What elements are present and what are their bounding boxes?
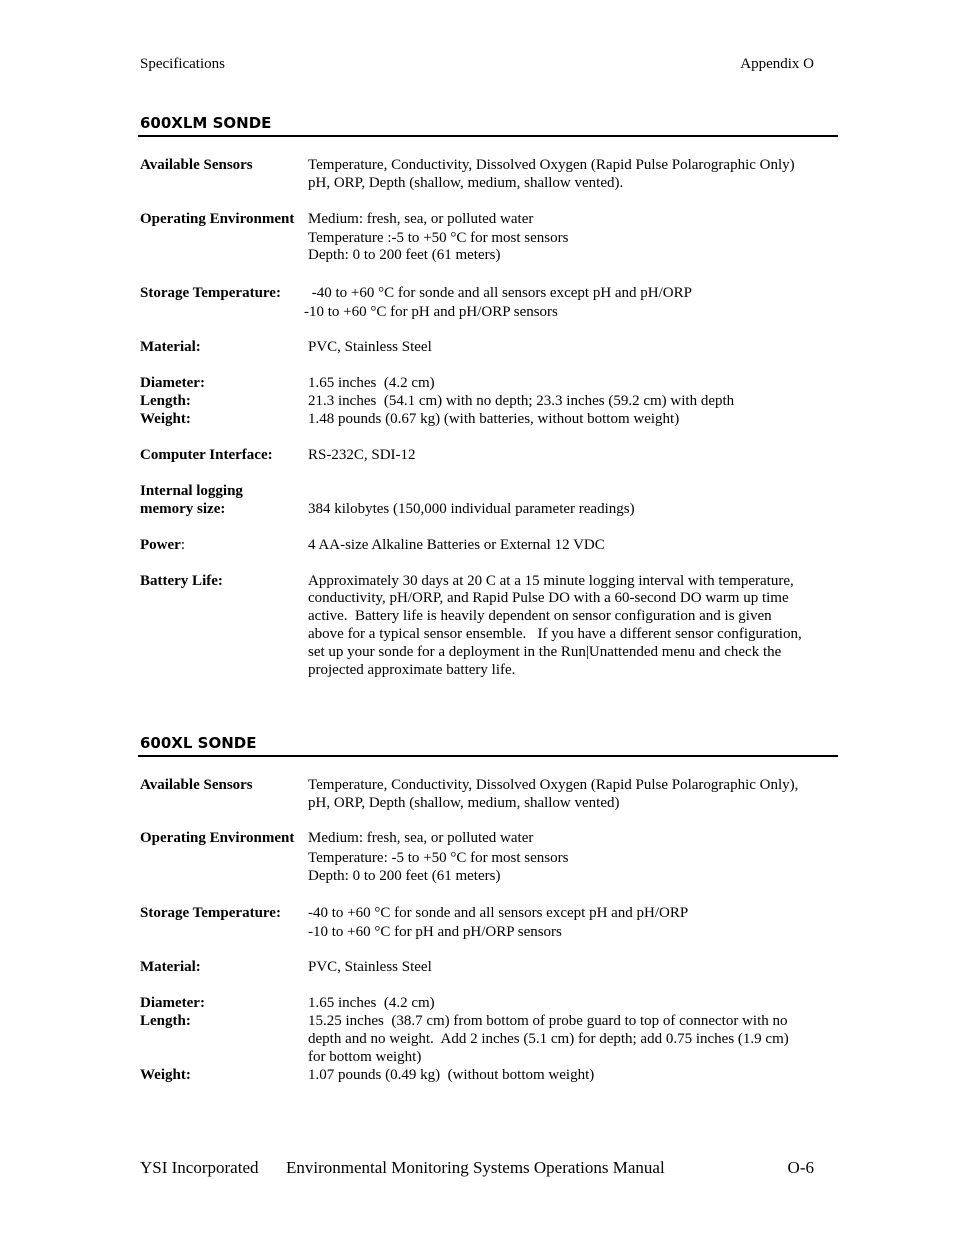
spec-value-line: RS-232C, SDI-12 bbox=[308, 447, 416, 463]
spec-value-line: pH, ORP, Depth (shallow, medium, shallow vented). bbox=[308, 175, 624, 191]
header-right: Appendix O bbox=[740, 56, 814, 72]
spec-value-line: active. Battery life is heavily dependent on sensor configuration and is given bbox=[308, 608, 772, 624]
spec-label: Material: bbox=[140, 959, 201, 975]
spec-label: Battery Life: bbox=[140, 573, 223, 589]
spec-value-line: PVC, Stainless Steel bbox=[308, 959, 432, 975]
spec-label bbox=[140, 536, 185, 554]
spec-value-line: 1.65 inches (4.2 cm) bbox=[308, 995, 435, 1011]
spec-value-line: set up your sonde for a deployment in the Run|Unattended menu and check the bbox=[308, 644, 782, 660]
spec-value-line: 1.65 inches (4.2 cm) bbox=[308, 375, 435, 391]
spec-label: Operating Environment bbox=[140, 211, 295, 227]
spec-value-line: Temperature, Conductivity, Dissolved Oxygen (Rapid Pulse Polarographic Only), bbox=[308, 777, 799, 793]
spec-label: Length: bbox=[140, 1013, 191, 1029]
spec-value-line: Medium: fresh, sea, or polluted water bbox=[308, 830, 534, 846]
spec-label: Internal logging bbox=[140, 483, 243, 499]
footer-manual-title: Environmental Monitoring Systems Operations Manual bbox=[286, 1158, 665, 1177]
spec-label: Weight: bbox=[140, 411, 191, 427]
spec-value-line: projected approximate battery life. bbox=[308, 662, 516, 678]
spec-label-colon: : bbox=[180, 537, 185, 553]
spec-label-text: Power bbox=[140, 537, 181, 553]
spec-value-line: pH, ORP, Depth (shallow, medium, shallow vented) bbox=[308, 795, 620, 811]
section-rule bbox=[138, 135, 838, 137]
spec-label: Available Sensors bbox=[140, 157, 253, 173]
spec-value-line: Depth: 0 to 200 feet (61 meters) bbox=[308, 868, 501, 884]
spec-label: Length: bbox=[140, 393, 191, 409]
spec-label: Storage Temperature: bbox=[140, 285, 281, 301]
spec-label: Material: bbox=[140, 339, 201, 355]
spec-value-line: -40 to +60 °C for sonde and all sensors except pH and pH/ORP bbox=[308, 285, 692, 301]
spec-value-line: 384 kilobytes (150,000 individual parameter readings) bbox=[308, 501, 635, 517]
header-left: Specifications bbox=[140, 56, 225, 72]
spec-value-line: -40 to +60 °C for sonde and all sensors except pH and pH/ORP bbox=[308, 905, 689, 921]
spec-label: Diameter: bbox=[140, 375, 205, 391]
spec-label: Weight: bbox=[140, 1067, 191, 1083]
spec-label: Computer Interface: bbox=[140, 447, 273, 463]
footer-company: YSI Incorporated bbox=[140, 1158, 259, 1177]
spec-value-line: 1.48 pounds (0.67 kg) (with batteries, without bottom weight) bbox=[308, 411, 680, 427]
spec-value-line: Depth: 0 to 200 feet (61 meters) bbox=[308, 247, 501, 263]
spec-value-line: 1.07 pounds (0.49 kg) (without bottom weight) bbox=[308, 1067, 595, 1083]
spec-value-line: Approximately 30 days at 20 C at a 15 minute logging interval with temperature, bbox=[308, 573, 794, 589]
spec-value-line: Medium: fresh, sea, or polluted water bbox=[308, 211, 534, 227]
spec-value-line: Temperature, Conductivity, Dissolved Oxygen (Rapid Pulse Polarographic Only) bbox=[308, 157, 795, 173]
spec-value-line: PVC, Stainless Steel bbox=[308, 339, 432, 355]
spec-value-line: above for a typical sensor ensemble. If you have a different sensor configuration, bbox=[308, 626, 802, 642]
spec-value-line: Temperature :-5 to +50 °C for most sensors bbox=[308, 230, 569, 246]
spec-value-line: conductivity, pH/ORP, and Rapid Pulse DO with a 60-second DO warm up time bbox=[308, 590, 789, 606]
spec-value-line: 4 AA-size Alkaline Batteries or External 12 VDC bbox=[308, 537, 605, 553]
spec-label: Available Sensors bbox=[140, 777, 253, 793]
spec-value-line: Temperature: -5 to +50 °C for most sensors bbox=[308, 850, 569, 866]
section-title-600xlm: 600XLM SONDE bbox=[140, 114, 272, 132]
section-title-600xl: 600XL SONDE bbox=[140, 734, 257, 752]
spec-label: memory size: bbox=[140, 501, 226, 517]
spec-value-line: -10 to +60 °C for pH and pH/ORP sensors bbox=[304, 304, 558, 320]
spec-label: Operating Environment bbox=[140, 830, 295, 846]
section-rule bbox=[138, 755, 838, 757]
spec-value-line: 21.3 inches (54.1 cm) with no depth; 23.3 inches (59.2 cm) with depth bbox=[308, 393, 735, 409]
spec-value-line: depth and no weight. Add 2 inches (5.1 cm) for depth; add 0.75 inches (1.9 cm) bbox=[308, 1031, 789, 1047]
spec-value-line: -10 to +60 °C for pH and pH/ORP sensors bbox=[308, 924, 562, 940]
spec-value-line: 15.25 inches (38.7 cm) from bottom of probe guard to top of connector with no bbox=[308, 1013, 788, 1029]
spec-value-line: for bottom weight) bbox=[308, 1049, 422, 1065]
spec-label: Diameter: bbox=[140, 995, 205, 1011]
spec-label: Storage Temperature: bbox=[140, 905, 281, 921]
footer-page-number: O-6 bbox=[787, 1158, 814, 1177]
